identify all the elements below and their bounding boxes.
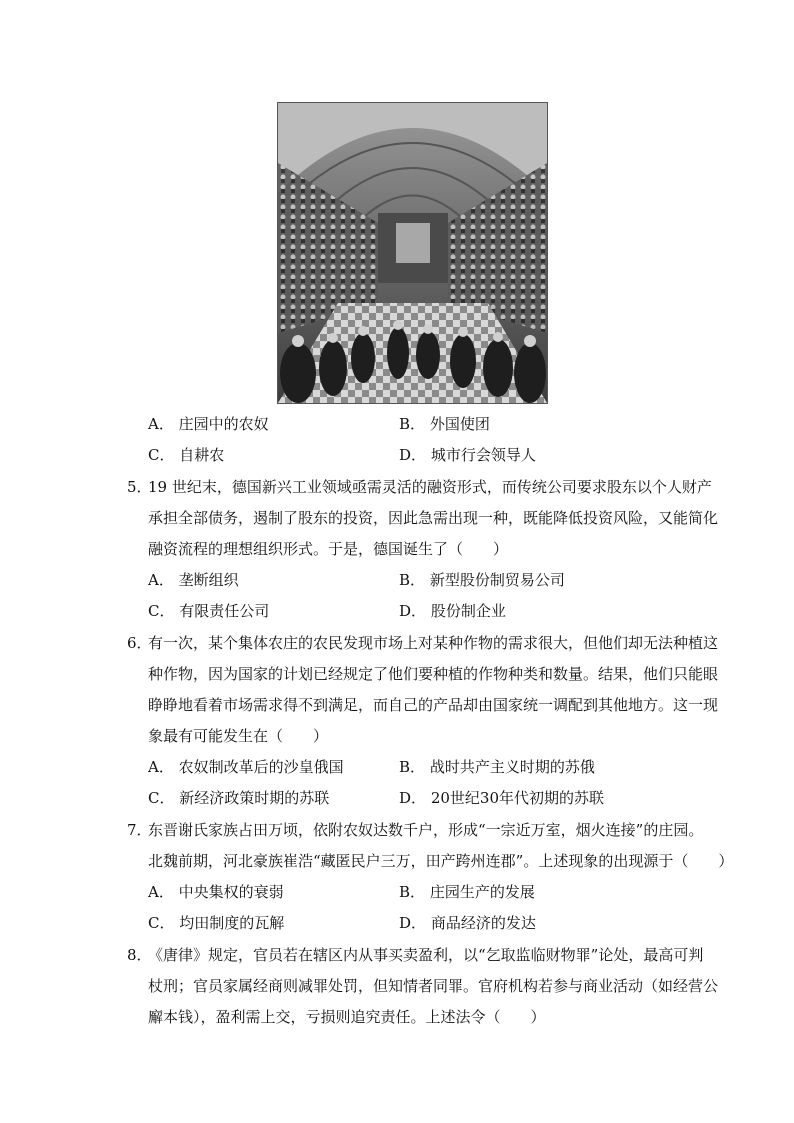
q6-option-c[interactable]: C． 新经济政策时期的苏联 bbox=[148, 789, 330, 807]
q4-option-d[interactable]: D． 城市行会领导人 bbox=[399, 446, 536, 464]
q6-option-a[interactable]: A． 农奴制改革后的沙皇俄国 bbox=[148, 758, 344, 776]
q7-option-a[interactable]: A． 中央集权的衰弱 bbox=[148, 883, 284, 901]
q5-number: 5． bbox=[127, 478, 152, 496]
q5-stem-line-3: 融资流程的理想组织形式。于是，德国诞生了（ ） bbox=[148, 540, 509, 558]
q7-option-c[interactable]: C． 均田制度的瓦解 bbox=[148, 914, 285, 932]
q6-stem-line-3: 睁睁地看着市场需求得不到满足，而自己的产品却由国家统一调配到其他地方。这一现 bbox=[148, 696, 719, 714]
q6-option-b[interactable]: B． 战时共产主义时期的苏俄 bbox=[399, 758, 595, 776]
q6-number: 6． bbox=[127, 634, 152, 652]
q7-stem-line-1: 东晋谢氏家族占田万顷，依附农奴达数千户，形成“一宗近万室，烟火连接”的庄园。 bbox=[148, 821, 704, 839]
q5-option-a[interactable]: A． 垄断组织 bbox=[148, 571, 239, 589]
q6-option-d[interactable]: D． 20世纪30年代初期的苏联 bbox=[399, 789, 604, 807]
q7-number: 7． bbox=[127, 821, 152, 839]
q5-stem-line-2: 承担全部债务，遏制了股东的投资，因此急需出现一种，既能降低投资风险，又能简化 bbox=[148, 509, 719, 527]
q5-option-d[interactable]: D． 股份制企业 bbox=[399, 602, 506, 620]
q6-stem-line-1: 有一次，某个集体农庄的农民发现市场上对某种作物的需求很大，但他们却无法种植这 bbox=[148, 634, 719, 652]
q8-number: 8． bbox=[127, 946, 152, 964]
q8-stem-line-3: 廨本钱），盈利需上交，亏损则追究责任。上述法令（ ） bbox=[148, 1008, 546, 1026]
q8-stem-line-1: 《唐律》规定，官员若在辖区内从事买卖盈利，以“乞取监临财物罪”论处，最高可判 bbox=[148, 946, 704, 964]
q7-option-b[interactable]: B． 庄园生产的发展 bbox=[399, 883, 535, 901]
q5-option-c[interactable]: C． 有限责任公司 bbox=[148, 602, 270, 620]
q6-stem-line-2: 种作物，因为国家的计划已经规定了他们要种植的作物种类和数量。结果，他们只能眼 bbox=[148, 665, 719, 683]
q5-option-b[interactable]: B． 新型股份制贸易公司 bbox=[399, 571, 565, 589]
q4-option-a[interactable]: A． 庄园中的农奴 bbox=[148, 415, 269, 433]
q7-stem-line-2: 北魏前期，河北豪族崔浩“藏匿民户三万，田产跨州连郡”。上述现象的出现源于（ ） bbox=[148, 852, 734, 870]
q5-stem-line-1: 19 世纪末，德国新兴工业领域亟需灵活的融资形式，而传统公司要求股东以个人财产 bbox=[148, 478, 712, 496]
q6-stem-line-4: 象最有可能发生在（ ） bbox=[148, 727, 329, 745]
q8-stem-line-2: 杖刑；官员家属经商则减罪处罚，但知情者同罪。官府机构若参与商业活动（如经营公 bbox=[148, 977, 719, 995]
q4-option-b[interactable]: B． 外国使团 bbox=[399, 415, 490, 433]
q4-option-c[interactable]: C． 自耕农 bbox=[148, 446, 225, 464]
assembly-hall-engraving bbox=[277, 102, 548, 404]
q7-option-d[interactable]: D． 商品经济的发达 bbox=[399, 914, 536, 932]
